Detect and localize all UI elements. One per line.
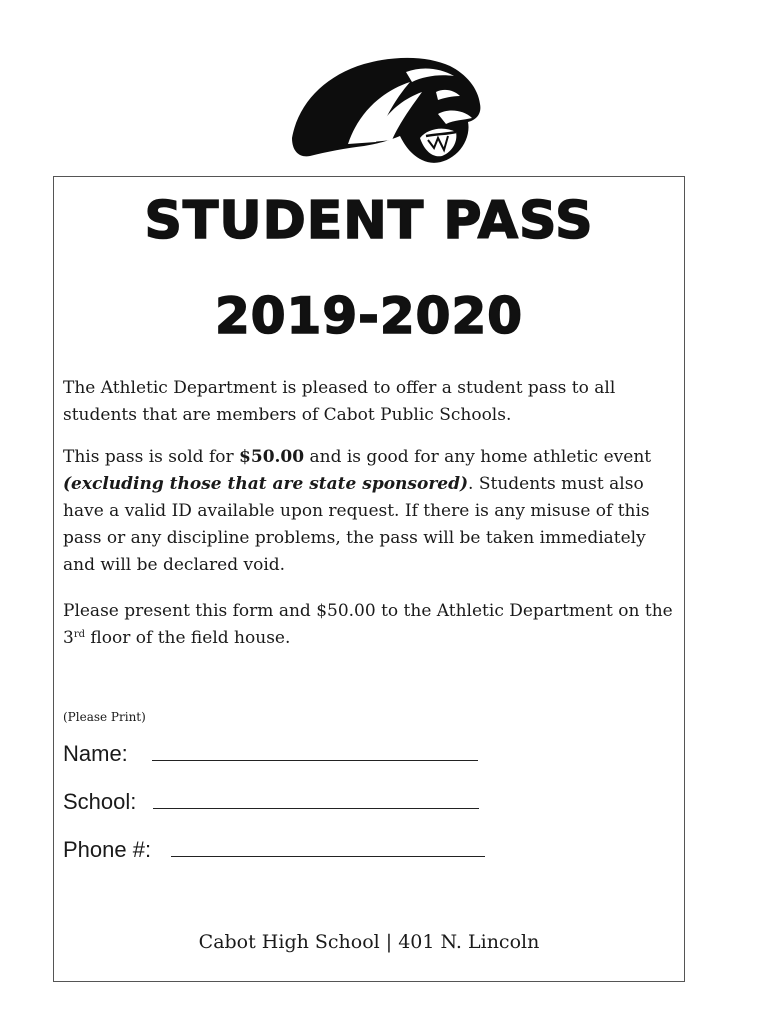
instructions-after: floor of the field house.	[85, 628, 291, 648]
name-field[interactable]	[63, 741, 478, 767]
school-year: 2019-2020	[214, 287, 524, 345]
price: $50.00	[239, 447, 305, 467]
print-note: (Please Print)	[63, 710, 146, 724]
phone-field[interactable]	[63, 837, 485, 863]
exclusion-note: (excluding those that are state sponsored)	[63, 474, 469, 494]
pricing-text-middle: and is good for any home athletic event	[304, 447, 652, 467]
intro-paragraph: The Athletic Department is pleased to offer a student pass to all students that are members of Cabot Public Schools.	[63, 378, 616, 425]
pricing-text-before: This pass is sold for	[63, 447, 240, 467]
instructions-paragraph	[63, 598, 674, 652]
page-title: STUDENT PASS	[144, 191, 594, 251]
pricing-text-after: . Students must also have a valid ID available upon request. If there is any misuse of this pass or any discipline problems, the pass will be taken immediately and will be declared void.	[63, 474, 650, 575]
school-address: Cabot High School | 401 N. Lincoln	[198, 931, 540, 953]
ordinal-suffix: rd	[73, 629, 86, 640]
student-pass-form	[53, 176, 685, 982]
phone-line[interactable]	[171, 855, 485, 857]
phone-label: Phone #:	[63, 837, 152, 862]
school-label: School:	[63, 789, 137, 814]
school-line[interactable]	[153, 807, 479, 809]
instructions-before: Please present this form and $50.00 to the Athletic Department on the 3	[63, 601, 673, 648]
school-field[interactable]	[63, 789, 479, 815]
panther-head-icon	[288, 52, 484, 168]
pricing-paragraph	[63, 444, 674, 579]
name-line[interactable]	[152, 759, 478, 761]
name-label: Name:	[63, 741, 128, 766]
